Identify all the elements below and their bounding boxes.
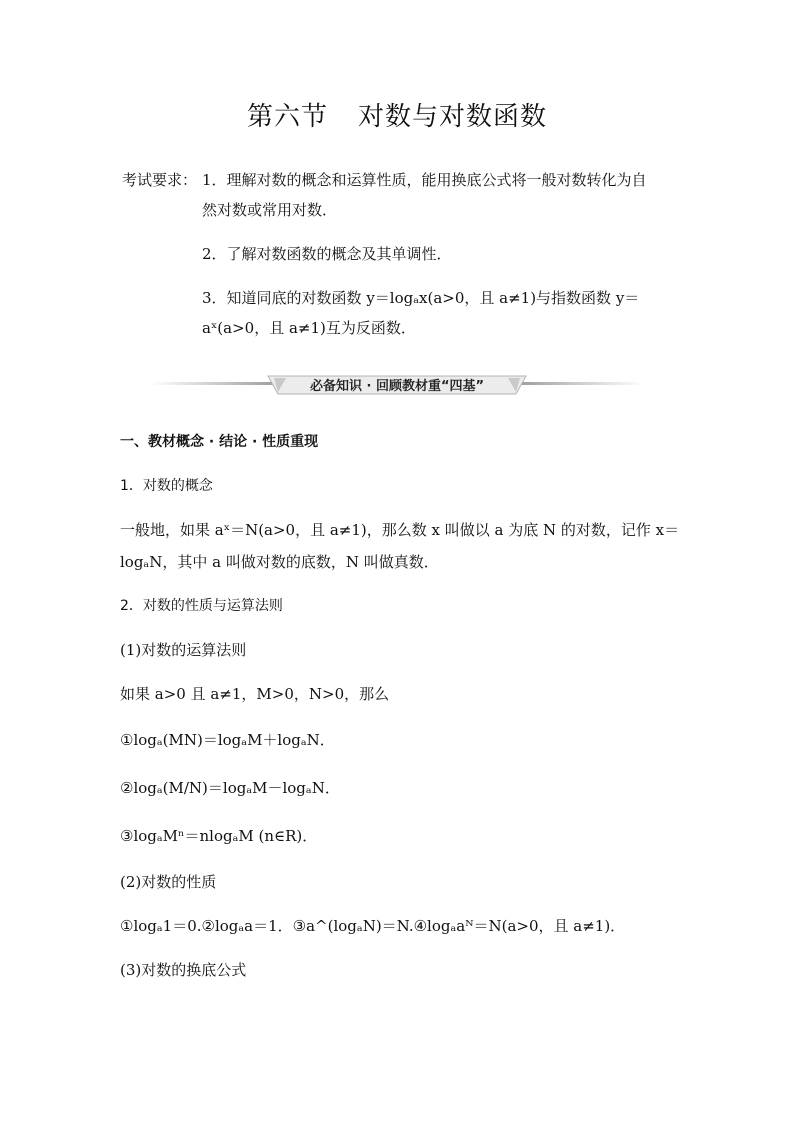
subheading-log-properties: (2)对数的性质 xyxy=(120,873,217,891)
page-title xyxy=(0,96,794,133)
requirement-2: 2．了解对数函数的概念及其单调性． xyxy=(202,245,452,263)
concept-paragraph-line-2: logₐN，其中 a 叫做对数的底数，N 叫做真数． xyxy=(120,553,439,571)
rule-quotient: ②logₐ(M/N)＝logₐM－logₐN． xyxy=(120,779,340,797)
subheading-operation-rules: (1)对数的运算法则 xyxy=(120,641,247,659)
log-properties: ①logₐ1＝0.②logₐa＝1．③a^(logₐN)＝N.④logₐaᴺ＝N(a>0，且 a≠1)． xyxy=(120,917,626,935)
requirement-1-line-1: 1．理解对数的概念和运算性质，能用换底公式将一般对数转化为自 xyxy=(202,171,647,189)
concept-paragraph-line-1: 一般地，如果 aˣ＝N(a>0，且 a≠1)，那么数 x 叫做以 a 为底 N 的对数，记作 x＝ xyxy=(120,521,680,539)
requirements-label: 考试要求： xyxy=(122,171,198,189)
rules-condition: 如果 a>0 且 a≠1，M>0，N>0，那么 xyxy=(120,685,390,703)
requirement-3-line-2: aˣ(a>0，且 a≠1)互为反函数． xyxy=(202,319,416,337)
title-section-number: 第六节 xyxy=(246,102,328,132)
requirement-1-line-2: 然对数或常用对数． xyxy=(202,201,338,219)
title-topic: 对数与对数函数 xyxy=(358,102,548,132)
section-heading: 一、教材概念 · 结论 · 性质重现 xyxy=(120,434,319,450)
rule-product: ①logₐ(MN)＝logₐM＋logₐN． xyxy=(120,731,335,749)
section-banner xyxy=(150,370,644,398)
rule-power: ③logₐMⁿ＝nlogₐM (n∈R)． xyxy=(120,827,318,845)
subheading-log-rules: 2．对数的性质与运算法则 xyxy=(120,598,283,614)
requirement-3-line-1: 3．知道同底的对数函数 y＝logₐx(a>0，且 a≠1)与指数函数 y＝ xyxy=(202,289,640,307)
subheading-change-of-base: (3)对数的换底公式 xyxy=(120,961,247,979)
banner-text: 必备知识 · 回顾教材重“四基” xyxy=(309,379,485,394)
subheading-log-concept: 1．对数的概念 xyxy=(120,478,213,494)
